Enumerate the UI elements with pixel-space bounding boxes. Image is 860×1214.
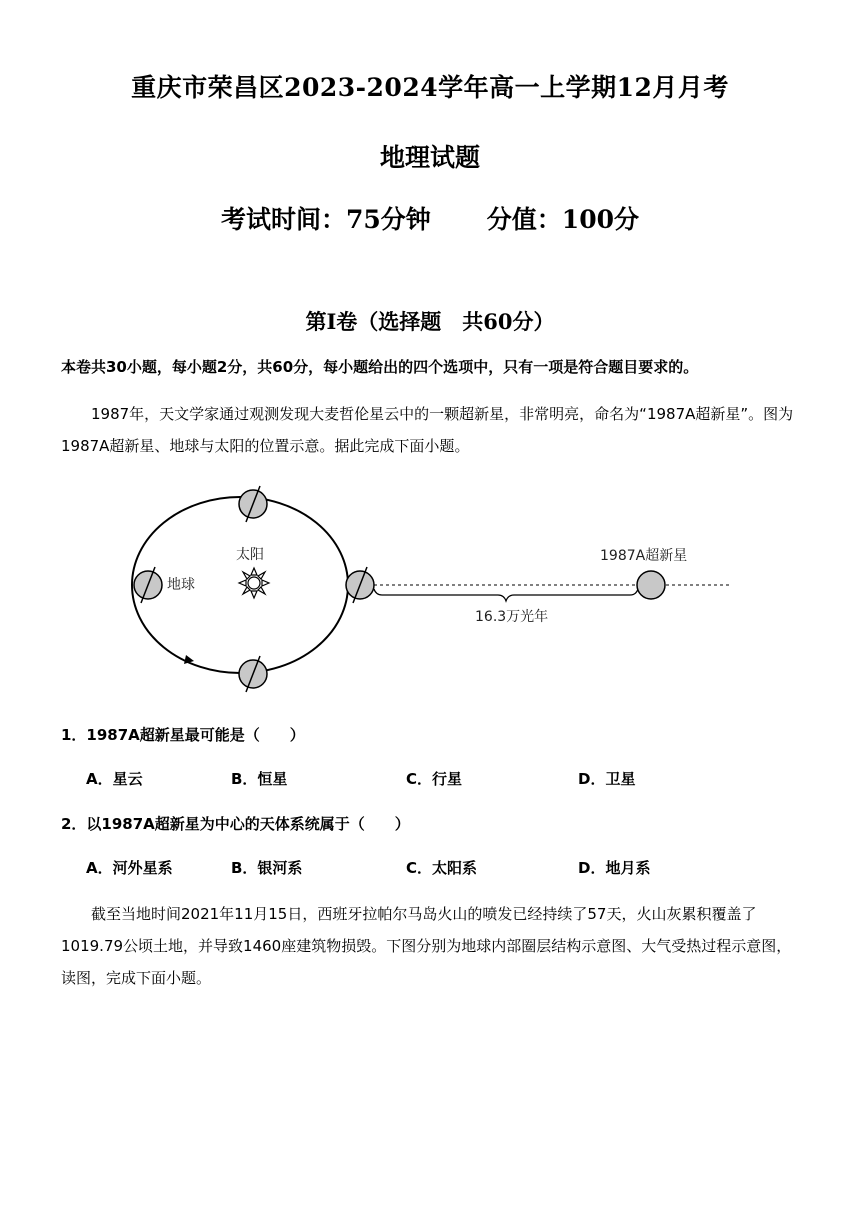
q1-option-c[interactable]: C．行星 xyxy=(406,770,463,788)
earth-orbit xyxy=(132,497,348,673)
passage-2: 截至当地时间2021年11月15日，西班牙拉帕尔马岛火山的喷发已经持续了57天，火山灰累积覆盖了1019.79公顷土地，并导致1460座建筑物损毁。下图分别为地球内部圈层结构示意图、大气受热过程示意图，读图，完成下面小题。 xyxy=(61,905,792,987)
distance-label: 16.3万光年 xyxy=(475,609,549,625)
earth-right xyxy=(346,567,374,603)
q2-option-c[interactable]: C．太阳系 xyxy=(406,859,478,877)
earth-top xyxy=(239,486,267,522)
exam-score: 分值：100分 xyxy=(486,205,639,234)
earth-label: 地球 xyxy=(167,577,195,593)
subject-title: 地理试题 xyxy=(379,143,480,172)
passage-1: 1987年，天文学家通过观测发现大麦哲伦星云中的一颗超新星，非常明亮，命名为“1987A超新星”。图为1987A超新星、地球与太阳的位置示意。据此完成下面小题。 xyxy=(61,405,794,455)
q2-option-b[interactable]: B．银河系 xyxy=(231,859,303,877)
supernova-1987a xyxy=(637,571,665,599)
distance-brace xyxy=(374,589,638,601)
sun-icon xyxy=(239,568,269,598)
q1-option-a[interactable]: A．星云 xyxy=(86,770,143,788)
exam-time: 考试时间：75分钟 xyxy=(221,205,431,234)
q1-option-b[interactable]: B．恒星 xyxy=(231,770,288,788)
exam-title: 重庆市荣昌区2023-2024学年高一上学期12月月考 xyxy=(131,73,729,102)
earth-bottom xyxy=(239,656,267,692)
supernova-label: 1987A超新星 xyxy=(600,548,688,564)
q2-option-a[interactable]: A．河外星系 xyxy=(86,859,173,877)
question-1-stem: 1．1987A超新星最可能是（ ） xyxy=(61,726,305,744)
question-2-stem: 2．以1987A超新星为中心的天体系统属于（ ） xyxy=(61,815,410,833)
orbit-diagram xyxy=(120,475,740,695)
q1-option-d[interactable]: D．卫星 xyxy=(578,770,636,788)
section-instructions: 本卷共30小题，每小题2分，共60分，每小题给出的四个选项中，只有一项是符合题目要求的。 xyxy=(61,358,699,376)
sun-label: 太阳 xyxy=(236,547,264,563)
exam-info xyxy=(0,200,860,236)
earth-left xyxy=(134,567,162,603)
q2-option-d[interactable]: D．地月系 xyxy=(578,859,651,877)
section-title: 第Ⅰ卷（选择题 共60分） xyxy=(305,309,555,334)
